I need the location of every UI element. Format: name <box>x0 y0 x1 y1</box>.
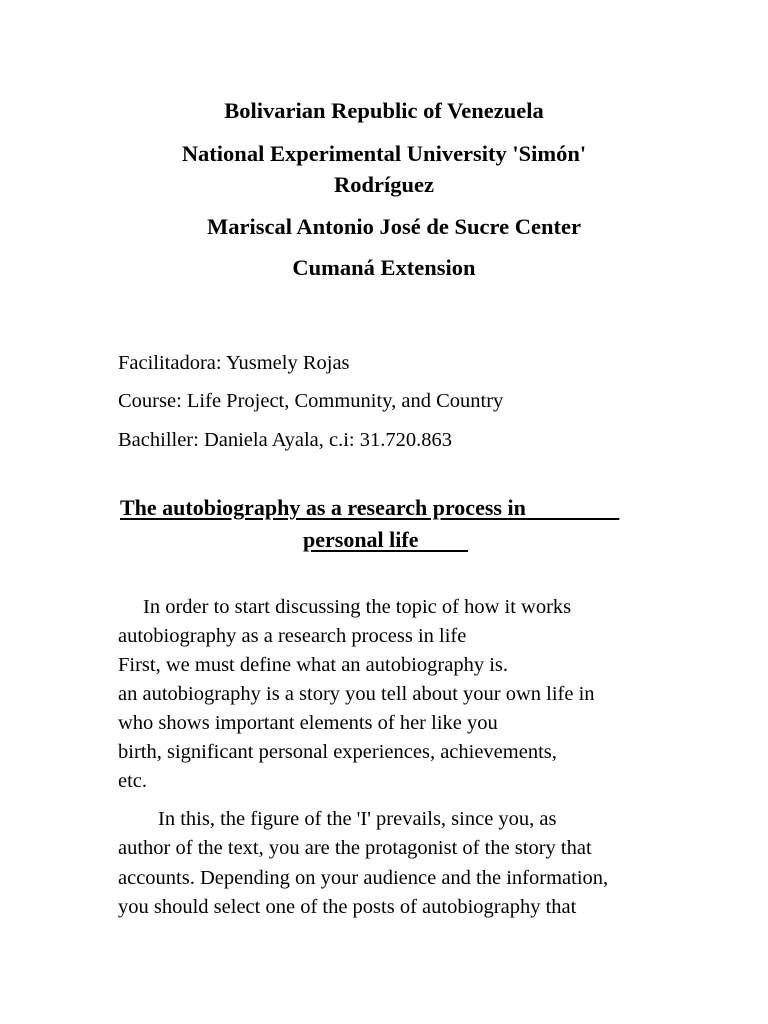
header-university: National Experimental University 'Simón' <box>181 141 587 166</box>
paragraph1-line: In order to start discussing the topic of how it works <box>143 596 572 618</box>
facilitator-line: Facilitadora: Yusmely Rojas <box>118 352 350 374</box>
paragraph1-line: an autobiography is a story you tell about your own life in <box>118 683 595 705</box>
paragraph2-line: accounts. Depending on your audience and the information, <box>118 867 609 889</box>
paragraph2-line: In this, the figure of the 'I' prevails, since you, as <box>158 808 557 830</box>
title-underline-fill-2 <box>419 527 469 552</box>
document-title <box>120 494 619 522</box>
student-line: Bachiller: Daniela Ayala, c.i: 31.720.863 <box>118 429 452 451</box>
paragraph1-line: First, we must define what an autobiography is. <box>118 654 509 676</box>
document-title-cont <box>303 526 468 554</box>
course-line: Course: Life Project, Community, and Country <box>118 390 504 412</box>
paragraph1-line: etc. <box>118 770 148 792</box>
header-country: Bolivarian Republic of Venezuela <box>224 98 544 123</box>
paragraph1-line: who shows important elements of her like you <box>118 712 498 734</box>
title-underline-fill <box>526 495 620 520</box>
header-university-cont: Rodríguez <box>334 172 434 197</box>
document-title-line1: The autobiography as a research process in <box>120 495 526 520</box>
paragraph1-line: birth, significant personal experiences, achievements, <box>118 741 557 763</box>
paragraph1-line: autobiography as a research process in life <box>118 625 467 647</box>
paragraph2-line: you should select one of the posts of autobiography that <box>118 896 577 918</box>
paragraph2-line: author of the text, you are the protagonist of the story that <box>118 837 592 859</box>
header-extension: Cumaná Extension <box>292 255 476 280</box>
header-center: Mariscal Antonio José de Sucre Center <box>207 214 581 239</box>
document-title-line2: personal life <box>303 527 419 552</box>
